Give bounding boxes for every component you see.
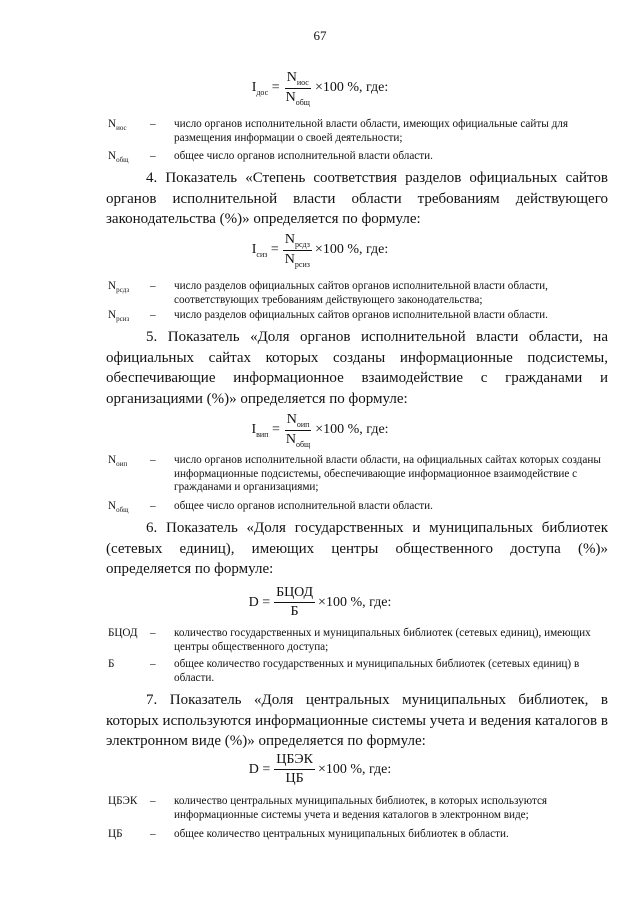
fraction: $\frac{N_{рсдз}}{N_{рсиз}}$ — [284, 232, 310, 269]
definition-item: ЦБЭК – количество центральных муниципальных библиотек, в которых используются информационные системы учета и ведения каталогов в электронном виде; — [108, 795, 548, 821]
definition-item: $N_{общ}$ – общее число органов исполнительной власти области. — [108, 150, 433, 165]
definition-item: $N_{общ}$ – общее число органов исполнительной власти области. — [108, 500, 433, 515]
paragraph-indicator-6: 6. Показатель «Доля государственных и муниципальных библиотек (сетевых единиц), имеющих центры общественного доступа (%)» определяется по формуле: — [106, 520, 608, 577]
paragraph-indicator-7: 7. Показатель «Доля центральных муниципальных библиотек, в которых используются информационные системы учета и ведения каталогов в электронном виде (%)» определяется по формуле: — [106, 692, 608, 749]
page-number: 67 — [313, 28, 327, 43]
formula-siz: $I_{сиз}$ = $\frac{N_{рсдз}}{N_{рсиз}}$ ×100 %, где: — [251, 232, 389, 269]
definition-item: $N_{иос}$ – число органов исполнительной власти области, имеющих официальные сайты для размещения информации о своей деятельности; — [108, 118, 568, 144]
formula-bcod: D = $\frac{\text{БЦОД}}{Б}$ ×100 %, где: — [248, 585, 392, 620]
definition-item: Б – общее количество государственных и муниципальных библиотек (сетевых единиц) в области. — [108, 658, 580, 684]
definition-item: $N_{оип}$ – число органов исполнительной власти области, на официальных сайтах которых созданы информационные подсистемы, обеспечивающие информационное взаимодействие с гражданами и организациями; — [108, 454, 601, 493]
paragraph-indicator-5: 5. Показатель «Доля органов исполнительной власти области, на официальных сайтах которых созданы информационные подсистемы, обеспечивающие информационное взаимодействие с гражданами и организациями (%)» определяется по формуле: — [106, 329, 608, 407]
formula-dos: $I_{дос}$ = $\frac{N_{иос}}{N_{общ}}$ ×100 %, где: — [251, 70, 389, 107]
formula-vip: $I_{вип}$ = $\frac{N_{оип}}{N_{общ}}$ ×100 %, где: — [251, 412, 389, 449]
definition-item: ЦБ – общее количество центральных муниципальных библиотек в области. — [108, 828, 509, 840]
fraction: $\frac{N_{иос}}{N_{общ}}$ — [285, 70, 310, 107]
definition-item: $N_{рсдз}$ – число разделов официальных сайтов органов исполнительной власти области, соответствующих требованиям действующего законодательства; — [108, 280, 548, 306]
fraction: $\frac{\text{БЦОД}}{Б}$ — [276, 585, 314, 620]
paragraph-indicator-4: 4. Показатель «Степень соответствия разделов официальных сайтов органов исполнительной власти области требованиям действующего законодательства (%)» определяется по формуле: — [106, 170, 608, 227]
fraction: $\frac{\text{ЦБЭК}}{ЦБ}$ — [276, 752, 313, 787]
definition-item: $N_{рсиз}$ – число разделов официальных сайтов органов исполнительной власти области. — [108, 309, 548, 324]
formula-cbek: D = $\frac{\text{ЦБЭК}}{ЦБ}$ ×100 %, где: — [248, 752, 392, 787]
definition-item: БЦОД – количество государственных и муниципальных библиотек (сетевых единиц), имеющих центры общественного доступа; — [108, 627, 591, 653]
fraction: $\frac{N_{оип}}{N_{общ}}$ — [285, 412, 311, 449]
